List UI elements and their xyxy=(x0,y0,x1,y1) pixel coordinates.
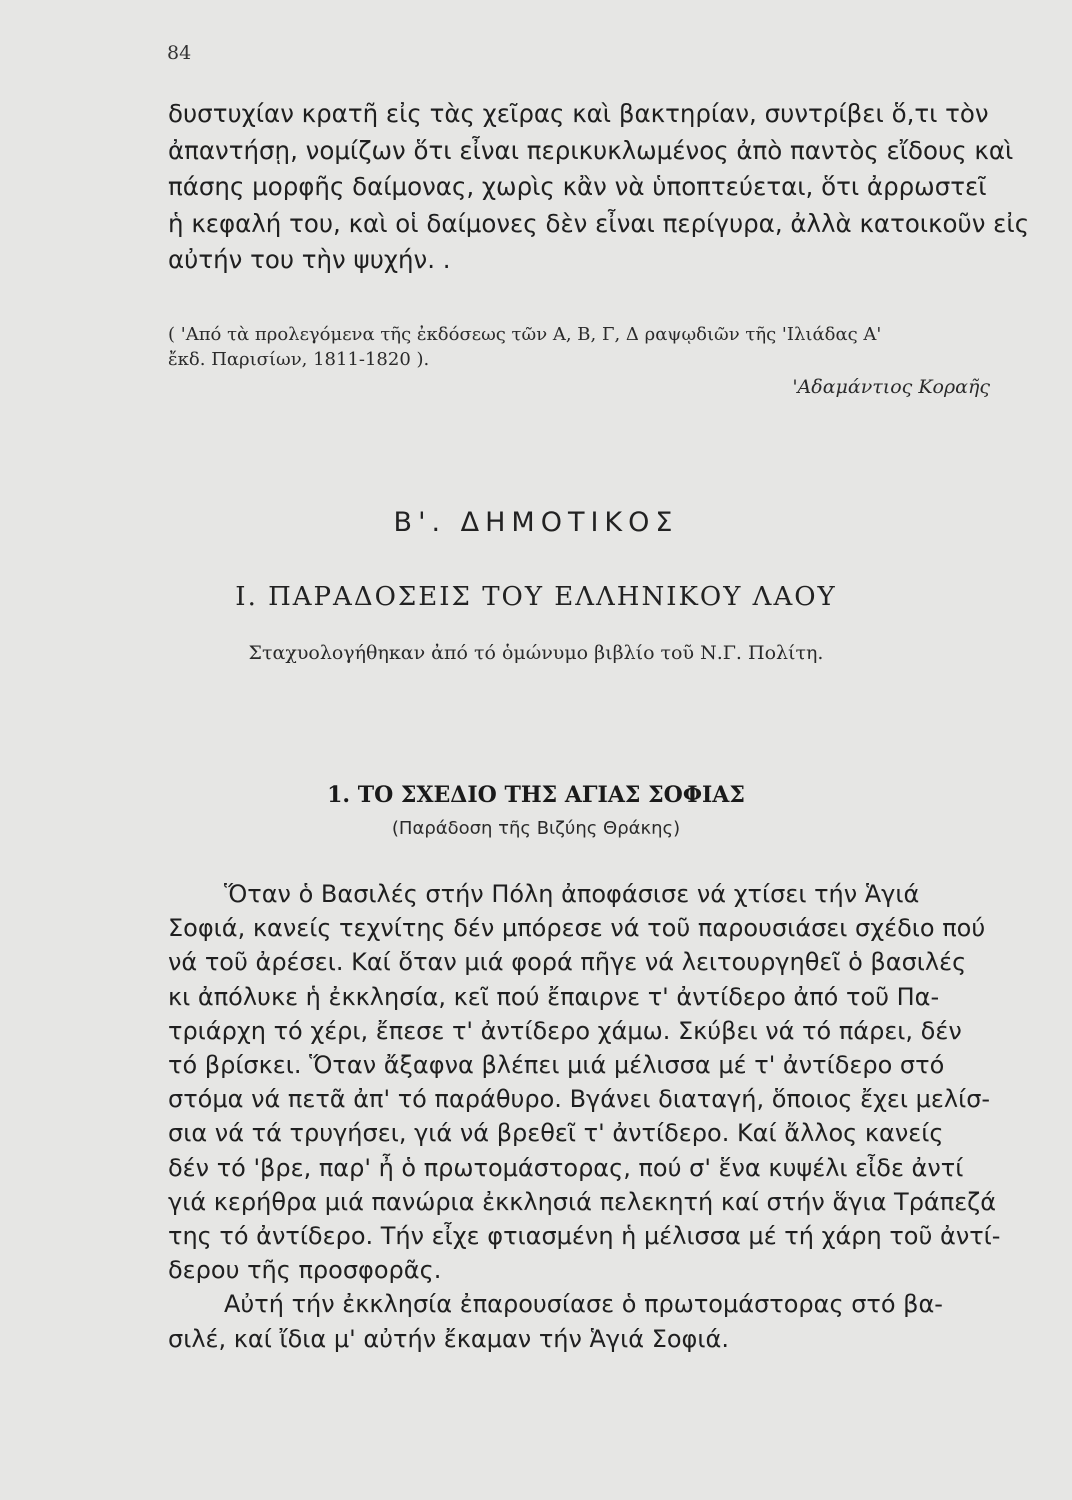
story-line: Αὐτή τήν ἐκκλησία ἐπαρουσίασε ὁ πρωτομάστορας στό βα- xyxy=(224,1290,943,1319)
story-line: Ὅταν ὁ Βασιλές στήν Πόλη ἀποφάσισε νά χτίσει τήν Ἁγιά xyxy=(224,880,920,908)
story-source: (Παράδοση τῆς Βιζύης Θράκης) xyxy=(391,818,681,839)
text-line: δυστυχίαν κρατῆ εἰς τὰς χεῖρας καὶ βακτηρίαν, συντρίβει ὅ,τι τὸν xyxy=(168,99,989,128)
story-line: τριάρχη τό χέρι, ἔπεσε τ' ἀντίδερο χάμω. Σκύβει νά τό πάρει, δέν xyxy=(168,1016,962,1045)
text-line: ἀπαντήσῃ, νομίζων ὅτι εἶναι περικυκλωμένος ἀπὸ παντὸς εἴδους καὶ xyxy=(168,135,1014,165)
source-line: ἔκδ. Παρισίων, 1811-1820 ). xyxy=(168,349,430,370)
story-line: δέν τό 'βρε, παρ' ἦ ὁ πρωτομάστορας, πού σ' ἕνα κυψέλι εἶδε ἀντί xyxy=(168,1153,964,1182)
text-line: αὐτήν του τὴν ψυχήν. . xyxy=(168,245,451,274)
story-line: τό βρίσκει. Ὅταν ἄξαφνα βλέπει μιά μέλισσα μέ τ' ἀντίδερο στό xyxy=(168,1051,945,1080)
page-number: 84 xyxy=(167,42,192,64)
korais-passage xyxy=(168,96,1030,279)
story-line: γιά κερήθρα μιά πανώρια ἐκκλησιά πελεκητή καί στήν ἅγια Τράπεζά xyxy=(168,1187,997,1216)
text-line: πάσης μορφῆς δαίμονας, χωρὶς κἂν νὰ ὑποπτεύεται, ὅτι ἀρρωστεῖ xyxy=(168,172,987,201)
story-line: στόμα νά πετᾶ ἀπ' τό παράθυρο. Βγάνει διαταγή, ὅποιος ἔχει μελίσ- xyxy=(168,1085,991,1114)
collected-note: Σταχυολογήθηκαν ἀπό τό ὁμώνυμο βιβλίο τοῦ Ν.Γ. Πολίτη. xyxy=(248,642,824,664)
story-line: κι ἀπόλυκε ἡ ἐκκλησία, κεῖ πού ἔπαιρνε τ' ἀντίδερο ἀπό τοῦ Πα- xyxy=(168,982,940,1011)
story-title: 1. ΤΟ ΣΧΕΔΙΟ ΤΗΣ ΑΓΙΑΣ ΣΟΦΙΑΣ xyxy=(327,782,745,808)
story-line: Σοφιά, κανείς τεχνίτης δέν μπόρεσε νά τοῦ παρουσιάσει σχέδιο πού xyxy=(168,914,986,943)
subsection-title: Ι. ΠΑΡΑΔΟΣΕΙΣ ΤΟΥ ΕΛΛΗΝΙΚΟΥ ΛΑΟΥ xyxy=(235,582,837,612)
story-line: νά τοῦ ἀρέσει. Καί ὅταν μιά φορά πῆγε νά λειτουργηθεῖ ὁ βασιλές xyxy=(168,948,967,977)
story-body xyxy=(168,877,1016,1356)
passage-source xyxy=(168,322,1016,372)
section-title: Β'. ΔΗΜΟΤΙΚΟΣ xyxy=(393,507,679,538)
story-line: σια νά τά τρυγήσει, γιά νά βρεθεῖ τ' ἀντίδερο. Καί ἄλλος κανείς xyxy=(168,1119,944,1148)
passage-author: 'Αδαμάντιος Κοραῆς xyxy=(792,376,990,398)
story-line: σιλέ, καί ἴδια μ' αὐτήν ἔκαμαν τήν Ἁγιά Σοφιά. xyxy=(168,1324,729,1353)
source-line: ( 'Από τὰ προλεγόμενα τῆς ἐκδόσεως τῶν Α, Β, Γ, Δ ραψῳδιῶν τῆς 'Ιλιάδας Α' xyxy=(168,324,882,345)
text-line: ἡ κεφαλή του, καὶ οἱ δαίμονες δὲν εἶναι περίγυρα, ἀλλὰ κατοικοῦν εἰς xyxy=(168,208,1030,238)
story-line: δερου τῆς προσφορᾶς. xyxy=(168,1256,442,1285)
story-line: της τό ἀντίδερο. Τήν εἶχε φτιασμένη ἡ μέλισσα μέ τή χάρη τοῦ ἀντί- xyxy=(168,1222,1001,1251)
